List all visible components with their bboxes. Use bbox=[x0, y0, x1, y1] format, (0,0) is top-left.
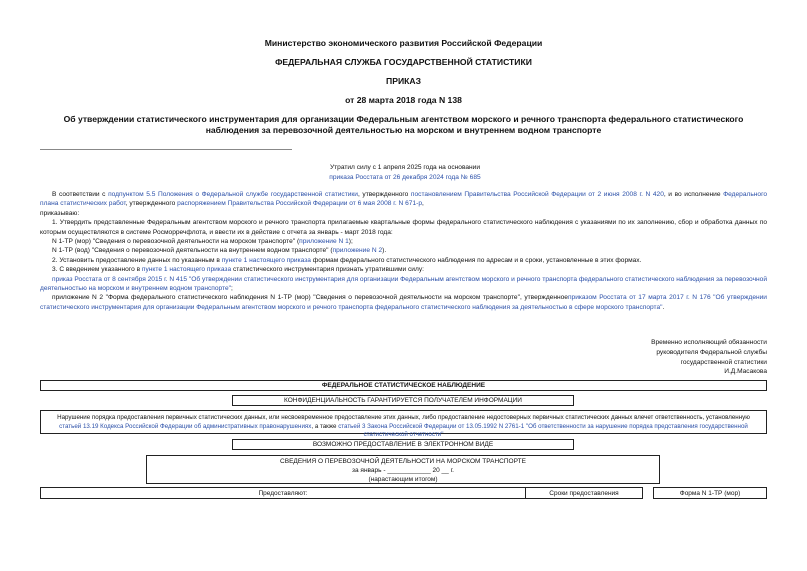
link-law-2761[interactable]: статьей 3 Закона Российской Федерации от 13.05.1992 N 2761-1 "Об ответственности за нарушение порядка представления государственной статистической отчетности" bbox=[338, 422, 748, 439]
link-item-1-b[interactable]: пункте 1 настоящего приказа bbox=[141, 266, 232, 274]
signatory-name: И.Д.Масакова bbox=[724, 368, 767, 376]
form-info-title: СВЕДЕНИЯ О ПЕРЕВОЗОЧНОЙ ДЕЯТЕЛЬНОСТИ НА МОРСКОМ ТРАНСПОРТЕ bbox=[280, 458, 526, 465]
link-koap[interactable]: статьей 13.19 Кодекса Российской Федерации об административных правонарушениях bbox=[59, 422, 312, 430]
form-info-cumulative: (нарастающим итогом) bbox=[368, 476, 438, 483]
link-appendix-2[interactable]: приложение N 2 bbox=[332, 247, 383, 255]
status-note bbox=[240, 163, 570, 182]
document-body bbox=[40, 190, 767, 312]
document-type: ПРИКАЗ bbox=[386, 76, 421, 86]
document-date-number: от 28 марта 2018 года N 138 bbox=[345, 95, 462, 105]
link-item-1-a[interactable]: пункте 1 настоящего приказа bbox=[221, 256, 311, 264]
form-electronic-banner: ВОЗМОЖНО ПРЕДОСТАВЛЕНИЕ В ЭЛЕКТРОННОМ ВИДЕ bbox=[232, 439, 574, 450]
status-text: Утратил силу с 1 апреля 2025 года на основании bbox=[329, 164, 481, 171]
form-col-submit: Предоставляют: bbox=[40, 487, 526, 499]
link-order[interactable]: распоряжением Правительства Российской Федерации от 6 мая 2008 г. N 671-р bbox=[177, 200, 422, 208]
form-confidential-banner: КОНФИДЕНЦИАЛЬНОСТЬ ГАРАНТИРУЕТСЯ ПОЛУЧАТЕЛЕМ ИНФОРМАЦИИ bbox=[232, 395, 574, 406]
service-name: ФЕДЕРАЛЬНАЯ СЛУЖБА ГОСУДАРСТВЕННОЙ СТАТИСТИКИ bbox=[275, 57, 532, 67]
form-info-box bbox=[146, 455, 660, 484]
signature-line-1: Временно исполняющий обязанности bbox=[651, 339, 767, 346]
divider bbox=[40, 149, 292, 150]
link-order-176[interactable]: приказом Росстата от 17 марта 2017 г. N 176 "Об утверждении статистического инструментария для организации Федеральным агентством морского и речного транспорта федерального статистического наблюдения за деятельностью в сфере морского транспорта" bbox=[40, 294, 767, 311]
link-subclause[interactable]: подпунктом 5.5 Положения о Федеральной службе государственной статистики bbox=[108, 191, 358, 198]
form-warning-box: Нарушение порядка предоставления первичных статистических данных, или несвоевременное предоставление этих данных, либо предоставление недостоверных первичных статистических данных влечет ответственность, установленную статьей 13.19 Кодекса Российской Федерации об административных правонарушениях, а также статьей 3 Закона Российской Федерации от 13.05.1992 N 2761-1 "Об ответственности за нарушение порядка представления государственной статистической отчетности" bbox=[40, 410, 767, 434]
paragraph-item-2: 2. Установить предоставление данных по указанным в пункте 1 настоящего приказа формам федерального статистического наблюдения по адресам и в сроки, установленные в этих формах. bbox=[52, 256, 642, 264]
paragraph-repealed-1: приказ Росстата от 8 сентября 2015 г. N 415 "Об утверждении статистического инструментария для организации Федеральным агентством морского и речного транспорта федерального статистического наблюдения за перевозочной деятельностью на морском и внутреннем водном транспорте"; bbox=[40, 275, 767, 293]
paragraph-repealed-2: приложение N 2 "Форма федерального статистического наблюдения N 1-ТР (мор) "Сведения о перевозочной деятельности на морском транспорте", утвержденноеприказом Росстата от 17 марта 2017 г. N 176 "Об утверждении статистического инструментария для организации Федеральным агентством морского и речного транспорта федерального статистического наблюдения за деятельностью в сфере морского транспорта". bbox=[40, 294, 767, 311]
status-link[interactable]: приказа Росстата от 26 декабря 2024 года № 685 bbox=[329, 173, 481, 181]
form-col-deadline: Сроки предоставления bbox=[525, 487, 643, 499]
paragraph-item-1: 1. Утвердить представленные Федеральным агентством морского и речного транспорта прилагаемые квартальные формы федерального статистического наблюдения с указаниями по их заполнению, сбор и обработка данных по которым осуществляются в системе Росморречфлота, и ввести их в действие с отчета за январь - март 2018 года: bbox=[40, 219, 767, 236]
link-order-415[interactable]: приказ Росстата от 8 сентября 2015 г. N 415 "Об утверждении статистического инструментария для организации Федеральным агентством морского и речного транспорта федерального статистического наблюдения за перевозочной деятельностью на морском и внутреннем водном транспорте" bbox=[40, 275, 767, 293]
paragraph-order: приказываю: bbox=[40, 209, 80, 217]
link-resolution[interactable]: постановлением Правительства Российской Федерации от 2 июня 2008 г. N 420 bbox=[410, 191, 664, 198]
document-title: Об утверждении статистического инструментария для организации Федеральным агентством морского и речного транспорта федерального статистического наблюдения за перевозочной деятельностью на морском и внутреннем водном транспорте bbox=[63, 114, 744, 135]
form-observation-banner: ФЕДЕРАЛЬНОЕ СТАТИСТИЧЕСКОЕ НАБЛЮДЕНИЕ bbox=[40, 380, 767, 391]
link-appendix-1[interactable]: приложение N 1 bbox=[299, 238, 349, 246]
form-col-form: Форма N 1-ТР (мор) bbox=[653, 487, 767, 499]
ministry-name: Министерство экономического развития Российской Федерации bbox=[264, 38, 543, 48]
paragraph-form-vod: N 1-ТР (вод) "Сведения о перевозочной деятельности на внутреннем водном транспорте" (приложение N 2). bbox=[52, 247, 387, 255]
signature-line-2: руководителя Федеральной службы bbox=[656, 348, 767, 356]
link-federal-plan[interactable]: Федерального плана статистических работ bbox=[40, 191, 768, 208]
paragraph-form-mor: N 1-ТР (мор) "Сведения о перевозочной деятельности на морском транспорте" (приложение N 1); bbox=[52, 238, 353, 246]
paragraph-item-3: 3. С введением указанного в пункте 1 настоящего приказа статистического инструментария признать утратившими силу: bbox=[52, 266, 424, 274]
form-info-period: за январь - ____________ 20 __ г. bbox=[352, 467, 454, 474]
signature-line-3: государственной статистики bbox=[680, 358, 767, 366]
paragraph-basis: В соответствии с подпунктом 5.5 Положения о Федеральной службе государственной статистики, утвержденного постановлением Правительства Российской Федерации от 2 июня 2008 г. N 420, и во исполнение Федерального плана статистических работ, утвержденного распоряжением Правительства Российской Федерации от 6 мая 2008 г. N 671-р, bbox=[40, 191, 768, 208]
signature-block bbox=[651, 338, 767, 377]
